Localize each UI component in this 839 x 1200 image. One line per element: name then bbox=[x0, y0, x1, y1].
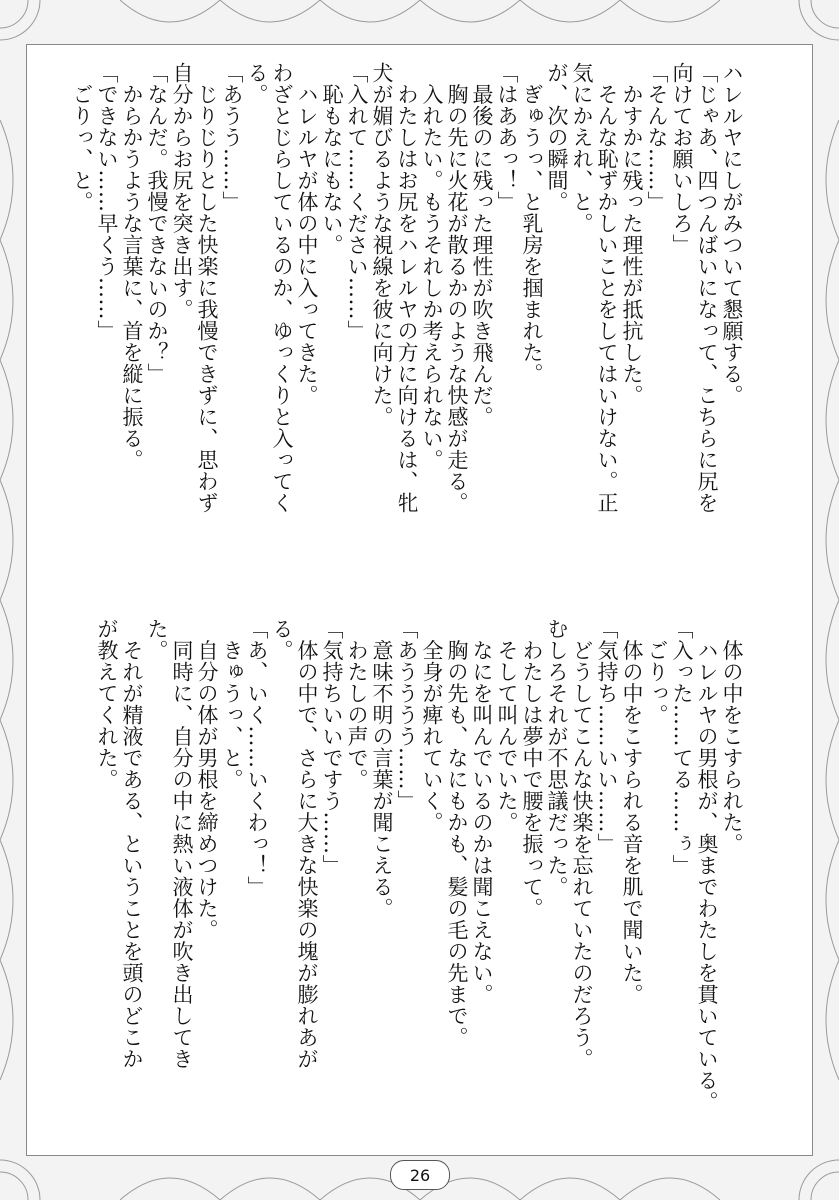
text-line: どうしてこんな快楽を忘れていたのだろう。 bbox=[570, 618, 594, 1070]
text-line: 恥もなにもない。 bbox=[320, 62, 344, 256]
text-line: 「入れて……ください……」 bbox=[345, 62, 369, 342]
text-line: ぎゅうっ、と乳房を掴まれた。 bbox=[520, 62, 544, 385]
text-line: からかうような言葉に、首を縦に振る。 bbox=[120, 62, 144, 471]
text-line: 体の中をこすられた。 bbox=[720, 618, 744, 855]
text-line: 「なんだ。我慢できないのか？」 bbox=[145, 62, 169, 385]
text-line: 「あ、いく……いくわっ！」 bbox=[245, 618, 269, 898]
text-line: ハレルヤにしがみついて懇願する。 bbox=[720, 62, 744, 406]
text-line: なにを叫んでいるのかは聞こえない。 bbox=[470, 618, 494, 1005]
text-line: そんな恥ずかしいことをしてはいけない。正 bbox=[595, 62, 619, 514]
text-line: わざとじらしているのか、ゆっくりと入ってく bbox=[270, 62, 294, 514]
text-block-top bbox=[69, 62, 744, 582]
text-line: る。 bbox=[245, 62, 269, 105]
text-line: 最後のに残った理性が吹き飛んだ。 bbox=[470, 62, 494, 428]
text-line: 意味不明の言葉が聞こえる。 bbox=[370, 618, 394, 919]
text-line: ハレルヤが体の中に入ってきた。 bbox=[295, 62, 319, 406]
text-line: が、次の瞬間。 bbox=[545, 62, 569, 213]
text-line: ハレルヤの男根が、奥までわたしを貫いている。 bbox=[695, 618, 719, 1113]
text-line: 全身が痺れていく。 bbox=[420, 618, 444, 833]
text-line: それが精液である、ということを頭のどこか bbox=[120, 618, 144, 1070]
text-line: 自分からお尻を突き出す。 bbox=[170, 62, 194, 320]
text-line: 「あうううう……」 bbox=[395, 618, 419, 812]
text-line: じりじりとした快楽に我慢できずに、思わず bbox=[195, 62, 219, 514]
page-number: 26 bbox=[390, 1160, 450, 1190]
text-line: 胸の先も、なにもかも、髪の毛の先まで。 bbox=[445, 618, 469, 1048]
text-line: が教えてくれた。 bbox=[95, 618, 119, 790]
text-line: わたしは夢中で腰を振って。 bbox=[520, 618, 544, 919]
text-line: 同時に、自分の中に熱い液体が吹き出してき bbox=[170, 618, 194, 1070]
text-line: 胸の先に火花が散るかのような快感が走る。 bbox=[445, 62, 469, 514]
text-line: わたしはお尻をハレルヤの方に向けるは、牝 bbox=[395, 62, 419, 514]
text-line: 向けてお願いしろ」 bbox=[670, 62, 694, 256]
text-line: た。 bbox=[145, 618, 169, 661]
lace-border-left bbox=[0, 0, 26, 1200]
text-line: むしろそれが不思議だった。 bbox=[545, 618, 569, 898]
text-line: 「そんな……」 bbox=[645, 62, 669, 213]
text-block-bottom bbox=[94, 618, 744, 1138]
lace-border-right bbox=[813, 0, 839, 1200]
text-line: そして叫んでいた。 bbox=[495, 618, 519, 833]
text-line: かすかに残った理性が抵抗した。 bbox=[620, 62, 644, 406]
text-line: 「できない……早くう……」 bbox=[95, 62, 119, 342]
text-line: 犬が媚びるような視線を彼に向けた。 bbox=[370, 62, 394, 428]
text-line: 気にかえれ、と。 bbox=[570, 62, 594, 234]
text-line: 「はああっ！」 bbox=[495, 62, 519, 213]
text-line: 体の中で、さらに大きな快楽の塊が膨れあが bbox=[295, 618, 319, 1070]
text-line: 「気持ち……いい……」 bbox=[595, 618, 619, 855]
text-line: わたしの声で。 bbox=[345, 618, 369, 790]
text-line: 自分の体が男根を締めつけた。 bbox=[195, 618, 219, 941]
lace-border-top bbox=[0, 0, 839, 44]
text-line: ごりっ。 bbox=[645, 618, 669, 726]
text-line: ごりっ、と。 bbox=[70, 62, 94, 213]
text-line: 「気持ちいいですう……」 bbox=[320, 618, 344, 876]
text-line: 入れたい。もうそれしか考えられない。 bbox=[420, 62, 444, 471]
text-line: 「あうう……」 bbox=[220, 62, 244, 213]
text-line: 体の中をこすられる音を肌で聞いた。 bbox=[620, 618, 644, 1005]
text-line: 「じゃあ、四つんばいになって、こちらに尻を bbox=[695, 62, 719, 514]
text-line: る。 bbox=[270, 618, 294, 661]
text-line: きゅうっ、と。 bbox=[220, 618, 244, 790]
text-line: 「入った……てる……ぅ」 bbox=[670, 618, 694, 876]
